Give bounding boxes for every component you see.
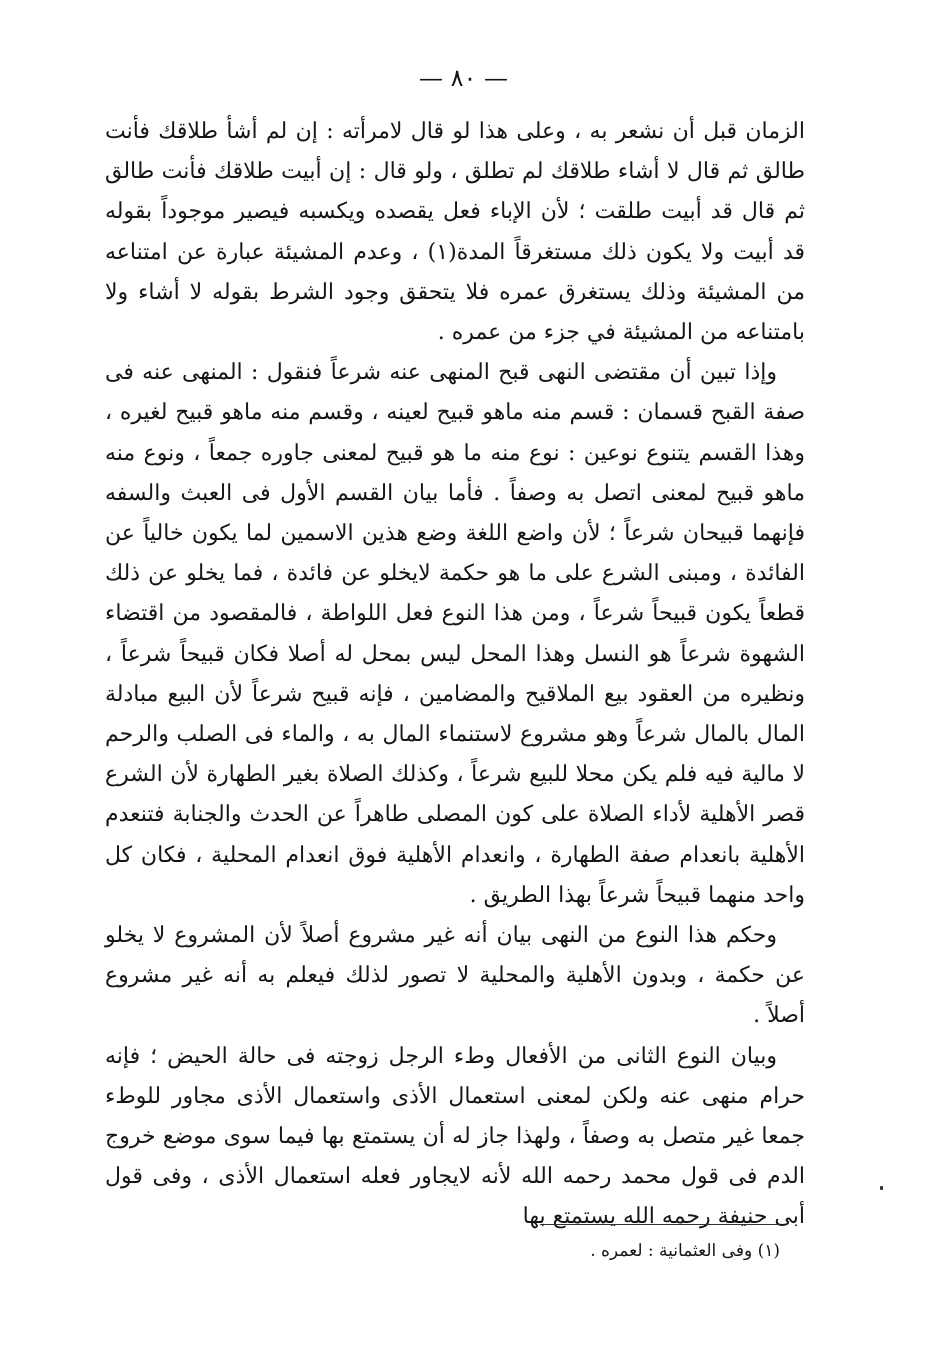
margin-speck bbox=[880, 1186, 883, 1190]
footnote: (١) وفى العثمانية : لعمره . bbox=[590, 1241, 780, 1261]
body-text bbox=[105, 112, 805, 1238]
footnote-separator bbox=[540, 1224, 780, 1225]
paragraph-4: وبيان النوع الثانى من الأفعال وطء الرجل زوجته فى حالة الحيض ؛ فإنه حرام منهى عنه ولكن لمعنى استعمال الأذى واستعمال الأذى مجاور للوطء جمعا غير متصل به وصفاً ، ولهذا جاز له أن يستمتع بها فيما سوى موضع خروج الدم فى قول محمد رحمه الله لأنه لايجاور فعله استعمال الأذى ، وفى قول أبى حنيفة رحمه الله يستمتع بها bbox=[105, 1043, 805, 1230]
paragraph-1: الزمان قبل أن نشعر به ، وعلى هذا لو قال لامرأته : إن لم أشأ طلاقك فأنت طالق ثم قال لا أشاء طلاقك لم تطلق ، ولو قال : إن أبيت طلاقك فأنت طالق ثم قال قد أبيت طلقت ؛ لأن الإباء فعل يقصده ويكسبه فيصير موجوداً بقوله قد أبيت ولا يكون ذلك مستغرقاً المدة(١) ، وعدم المشيئة عبارة عن امتناعه من المشيئة وذلك يستغرق عمره فلا يتحقق وجود الشرط بقوله لا أشاء ولا بامتناعه من المشيئة في جزء من عمره . bbox=[105, 119, 806, 346]
page-number: — ٨٠ — bbox=[418, 64, 509, 92]
paragraph-3: وحكم هذا النوع من النهى بيان أنه غير مشروع أصلاً لأن المشروع لا يخلو عن حكمة ، وبدون الأهلية والمحلية لا تصور لذلك فيعلم به أنه غير مشروع أصلاً . bbox=[105, 923, 805, 1029]
paragraph-2: وإذا تبين أن مقتضى النهى قبح المنهى عنه شرعاً فنقول : المنهى عنه فى صفة القبح قسمان : قسم منه ماهو قبيح لعينه ، وقسم منه ماهو قبيح لغيره ، وهذا القسم يتنوع نوعين : نوع منه ما هو قبيح لمعنى جاوره جمعاً ، ونوع منه ماهو قبيح لمعنى اتصل به وصفاً . فأما بيان القسم الأول فى العبث والسفه فإنهما قبيحان شرعاً ؛ لأن واضع اللغة وضع هذين الاسمين لما يكون خالياً عن الفائدة ، ومبنى الشرع على ما هو حكمة لايخلو عن فائدة ، فما يخلو عن ذلك قطعاً يكون قبيحاً شرعاً ، ومن هذا النوع فعل اللواطة ، فالمقصود من اقتضاء الشهوة شرعاً هو النسل وهذا المحل ليس بمحل له أصلا فكان قبيحاً شرعاً ، ونظيره من العقود بيع الملاقيح والمضامين ، فإنه قبيح شرعاً لأن البيع مبادلة المال بالمال شرعاً وهو مشروع لاستنماء المال به ، والماء فى الصلب والرحم لا مالية فيه فلم يكن محلا للبيع شرعاً ، وكذلك الصلاة بغير الطهارة لأن الشرع قصر الأهلية لأداء الصلاة على كون المصلى طاهراً عن الحدث والجنابة فتنعدم الأهلية بانعدام صفة الطهارة ، وانعدام الأهلية فوق انعدام المحلية ، فكان كل واحد منهما قبيحاً شرعاً بهذا الطريق . bbox=[105, 360, 805, 908]
